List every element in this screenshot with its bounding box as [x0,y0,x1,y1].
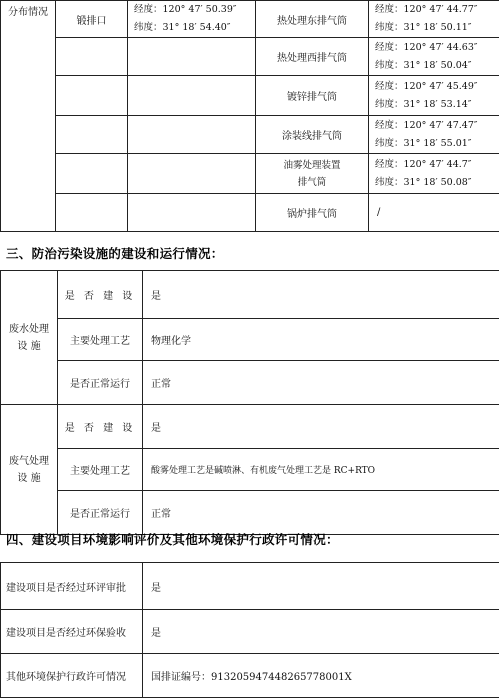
stack-latitude: 纬度：31° 18′ 53.14″ [375,98,472,110]
stack-latitude: 纬度：31° 18′ 50.04″ [375,59,472,71]
stack-name-cell [256,116,369,154]
facility-row-label: 是 否 建 设 [58,271,143,319]
permit-row-label: 建设项目是否经过环评审批 [1,563,143,610]
stack-name-cell [256,76,369,116]
stack-name: 涂装线排气筒 [282,131,342,142]
facility-row-value: 是 [143,271,499,319]
stack-coords [369,38,499,76]
distribution-label-cell [1,1,56,232]
stack-longitude: 经度：120° 47′ 45.49″ [375,80,478,92]
emission-outlets-table [0,0,499,232]
facility-row-label: 主要处理工艺 [58,449,143,491]
stack-name: 镀锌排气筒 [287,92,337,103]
facility-row-label: 主要处理工艺 [58,319,143,361]
stack-value: / [377,207,381,218]
outlet-name: 锻排口 [76,15,107,27]
outlet-name-cell [56,1,128,38]
stack-coords [369,154,499,194]
stack-name-cell [256,1,369,38]
empty-cell [128,38,256,76]
permit-row-value: 是 [143,563,499,610]
stack-coords [369,1,499,38]
distribution-label: 分布情况 [8,7,48,18]
stack-coords [369,116,499,154]
stack-latitude: 纬度：31° 18′ 50.08″ [375,176,472,188]
section4-heading: 四、建设项目环境影响评价及其他环境保护行政许可情况： [6,532,339,547]
permit-row-label: 建设项目是否经过环保验收 [1,610,143,654]
permit-row-value: 是 [143,610,499,654]
stack-name-cell [256,154,369,194]
empty-cell [128,76,256,116]
stack-name-line2: 排气筒 [297,176,327,188]
empty-cell [128,194,256,232]
outlet-latitude: 纬度：31° 18′ 54.40″ [134,22,231,33]
stack-name-cell [256,194,369,232]
outlet-longitude: 经度：120° 47′ 50.39″ [134,4,237,15]
stack-coords [369,76,499,116]
stack-name-line1: 油雾处理装置 [283,159,341,171]
empty-cell [56,38,128,76]
stack-latitude: 纬度：31° 18′ 50.11″ [375,22,472,33]
empty-cell [128,154,256,194]
section3-heading: 三、防治污染设施的建设和运行情况： [6,246,224,261]
permit-row-value: 国排证编号：913205947448265778001X [143,654,499,698]
empty-cell [56,76,128,116]
permits-table [0,562,499,698]
empty-cell [56,154,128,194]
outlet-coords [128,1,256,38]
stack-longitude: 经度：120° 47′ 44.7″ [375,158,472,170]
empty-cell [56,194,128,232]
facility-row-value: 物理化学 [143,319,499,361]
wastewater-label-line1: 废水处理 [9,323,49,335]
empty-cell [128,116,256,154]
stack-name-cell [256,38,369,76]
facility-row-value: 是 [143,405,499,449]
facility-row-label: 是否正常运行 [58,491,143,535]
facility-row-label: 是 否 建 设 [58,405,143,449]
stack-latitude: 纬度：31° 18′ 55.01″ [375,137,472,149]
wastegas-label-line2: 设 施 [17,472,41,484]
wastewater-label-cell [1,271,58,405]
stack-name: 热处理东排气筒 [277,15,347,27]
facilities-table [0,270,499,535]
permit-row-label: 其他环境保护行政许可情况 [1,654,143,698]
stack-name: 热处理西排气筒 [277,53,347,64]
stack-value-cell [369,194,499,232]
stack-name: 锅炉排气筒 [287,209,337,220]
facility-row-value: 正常 [143,361,499,405]
stack-longitude: 经度：120° 47′ 47.47″ [375,119,478,131]
facility-row-value: 正常 [143,491,499,535]
facility-row-label: 是否正常运行 [58,361,143,405]
facility-row-value: 酸雾处理工艺是碱喷淋、有机废气处理工艺是 RC+RTO [143,449,499,491]
wastewater-label-line2: 设 施 [17,340,41,352]
wastegas-label-cell [1,405,58,535]
stack-longitude: 经度：120° 47′ 44.63″ [375,41,478,53]
stack-longitude: 经度：120° 47′ 44.77″ [375,4,478,15]
empty-cell [56,116,128,154]
wastegas-label-line1: 废气处理 [9,455,49,467]
